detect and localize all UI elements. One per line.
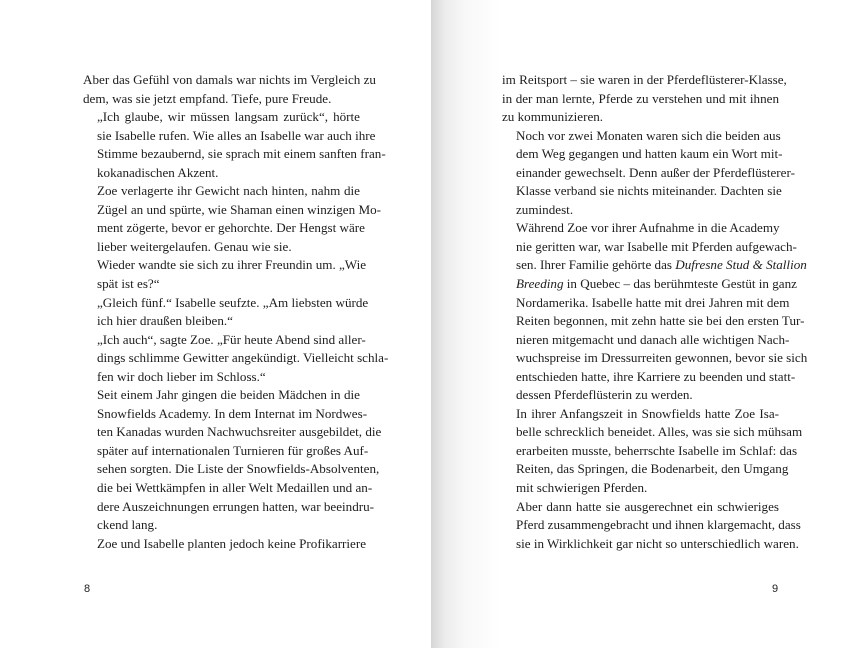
text-line: „Gleich fünf.“ Isabelle seufzte. „Am liebsten würde bbox=[97, 294, 369, 310]
text-line: Reiten begonnen, mit zehn hatte sie bei den ersten Tur- bbox=[516, 313, 805, 329]
paragraph bbox=[83, 331, 389, 387]
text-line: ten Kanadas wurden Nachwuchsreiter ausgebildet, die bbox=[97, 424, 382, 440]
text-line: lieber weitergelaufen. Genau wie sie. bbox=[97, 238, 292, 254]
stud-name-italic: Dufresne Stud & Stallion bbox=[675, 257, 807, 273]
text-line: Zoe verlagerte ihr Gewicht nach hinten, nahm die bbox=[97, 183, 360, 199]
text-line: dings schlimme Gewitter angekündigt. Vielleicht schla- bbox=[97, 350, 389, 366]
paragraph bbox=[502, 219, 808, 404]
paragraph bbox=[502, 127, 795, 220]
page-number: 9 bbox=[772, 583, 779, 595]
text-line: Snowfields Academy. In dem Internat im Nordwes- bbox=[97, 405, 368, 421]
paragraph bbox=[83, 182, 381, 256]
text-run: sen. Ihrer Familie gehörte das bbox=[516, 257, 676, 273]
text-line: mit schwierigen Pferden. bbox=[516, 480, 648, 496]
text-line: Stimme bezaubernd, sie sprach mit einem sanften fran- bbox=[97, 146, 386, 162]
left-page-text bbox=[83, 71, 389, 553]
text-line: Aber das Gefühl von damals war nichts im Vergleich zu bbox=[83, 72, 376, 87]
text-line: Noch vor zwei Monaten waren sich die beiden aus bbox=[516, 127, 781, 143]
text-line: die bei Wettkämpfen in aller Welt Medaillen und an- bbox=[97, 480, 373, 496]
text-line: in der man lernte, Pferde zu verstehen und mit ihnen bbox=[502, 90, 779, 106]
text-line: sie in Wirklichkeit gar nicht so unterschiedlich waren. bbox=[516, 535, 799, 551]
text-line: sehen sorgten. Die Liste der Snowfields-Absolventen, bbox=[97, 461, 380, 477]
text-line: In ihrer Anfangszeit in Snowfields hatte Zoe Isa- bbox=[516, 405, 779, 421]
paragraph bbox=[83, 71, 376, 108]
text-line: Reiten, das Springen, die Bodenarbeit, den Umgang bbox=[516, 461, 789, 477]
text-line: kokanadischen Akzent. bbox=[97, 164, 219, 180]
text-line: Nordamerika. Isabelle hatte mit drei Jahren mit dem bbox=[516, 294, 790, 310]
text-line: Zügel an und spürte, wie Shaman einen winzigen Mo- bbox=[97, 201, 381, 217]
text-line: zumindest. bbox=[516, 201, 574, 217]
text-line: „Ich glaube, wir müssen langsam zurück“, hörte bbox=[97, 109, 360, 125]
text-line: nie geritten war, war Isabelle mit Pferden aufgewach- bbox=[516, 238, 797, 254]
text-line: dere Auszeichnungen errungen hatten, war beeindru- bbox=[97, 498, 375, 514]
stud-name-italic: Breeding bbox=[516, 276, 564, 292]
text-line bbox=[502, 256, 807, 275]
text-line: später auf internationalen Turnieren für großes Auf- bbox=[97, 442, 369, 458]
text-line: spät ist es?“ bbox=[97, 276, 160, 292]
text-run: in Quebec – das berühmteste Gestüt in ganz bbox=[563, 276, 797, 292]
text-line: im Reitsport – sie waren in der Pferdeflüsterer-Klasse, bbox=[502, 72, 787, 87]
text-line: dessen Pferdeflüsterin zu werden. bbox=[516, 387, 693, 403]
text-line: Während Zoe vor ihrer Aufnahme in die Academy bbox=[516, 220, 780, 236]
text-line: Seit einem Jahr gingen die beiden Mädchen in die bbox=[97, 387, 360, 403]
paragraph bbox=[83, 294, 369, 331]
text-line: belle schrecklich beneidet. Alles, was sie sich mühsam bbox=[516, 424, 803, 440]
page-number: 8 bbox=[84, 583, 91, 595]
text-line: fen wir doch lieber im Schloss.“ bbox=[97, 368, 266, 384]
text-line: einander gewechselt. Denn außer der Pferdeflüsterer- bbox=[516, 164, 795, 180]
text-line: erarbeiten musste, beherrschte Isabelle im Schlaf: das bbox=[516, 442, 798, 458]
paragraph bbox=[502, 498, 801, 554]
text-line: nieren mitgemacht und danach alle wichtigen Nach- bbox=[516, 331, 790, 347]
paragraph bbox=[83, 386, 382, 534]
text-line: Zoe und Isabelle planten jedoch keine Profikarriere bbox=[97, 535, 367, 551]
text-line: dem Weg gegangen und hatten kaum ein Wort mit- bbox=[516, 146, 783, 162]
text-line: „Ich auch“, sagte Zoe. „Für heute Abend sind aller- bbox=[97, 331, 366, 347]
text-line: Klasse verband sie nichts miteinander. Dachten sie bbox=[516, 183, 782, 199]
text-line: Wieder wandte sie sich zu ihrer Freundin um. „Wie bbox=[97, 257, 367, 273]
text-line: Pferd zusammengebracht und ihnen klargemacht, dass bbox=[516, 517, 801, 533]
text-line: ment zögerte, bevor er gehorchte. Der Hengst wäre bbox=[97, 220, 365, 236]
paragraph bbox=[83, 108, 386, 182]
paragraph bbox=[502, 71, 787, 127]
paragraph bbox=[502, 405, 803, 498]
text-line: entschieden hatte, ihre Karriere zu beenden und statt- bbox=[516, 368, 796, 384]
text-line: dem, was sie jetzt empfand. Tiefe, pure Freude. bbox=[83, 90, 332, 106]
text-line: Aber dann hatte sie ausgerechnet ein schwieriges bbox=[516, 498, 779, 514]
paragraph bbox=[83, 535, 367, 554]
text-line: ich hier draußen bleiben.“ bbox=[97, 313, 233, 329]
text-line bbox=[502, 275, 797, 294]
text-line: sie Isabelle rufen. Wie alles an Isabelle war auch ihre bbox=[97, 127, 376, 143]
text-line: zu kommunizieren. bbox=[502, 109, 604, 125]
text-line: ckend lang. bbox=[97, 517, 158, 533]
text-line: wuchspreise im Dressurreiten gewonnen, bevor sie sich bbox=[516, 350, 808, 366]
paragraph bbox=[83, 256, 367, 293]
right-page-text bbox=[502, 71, 808, 553]
